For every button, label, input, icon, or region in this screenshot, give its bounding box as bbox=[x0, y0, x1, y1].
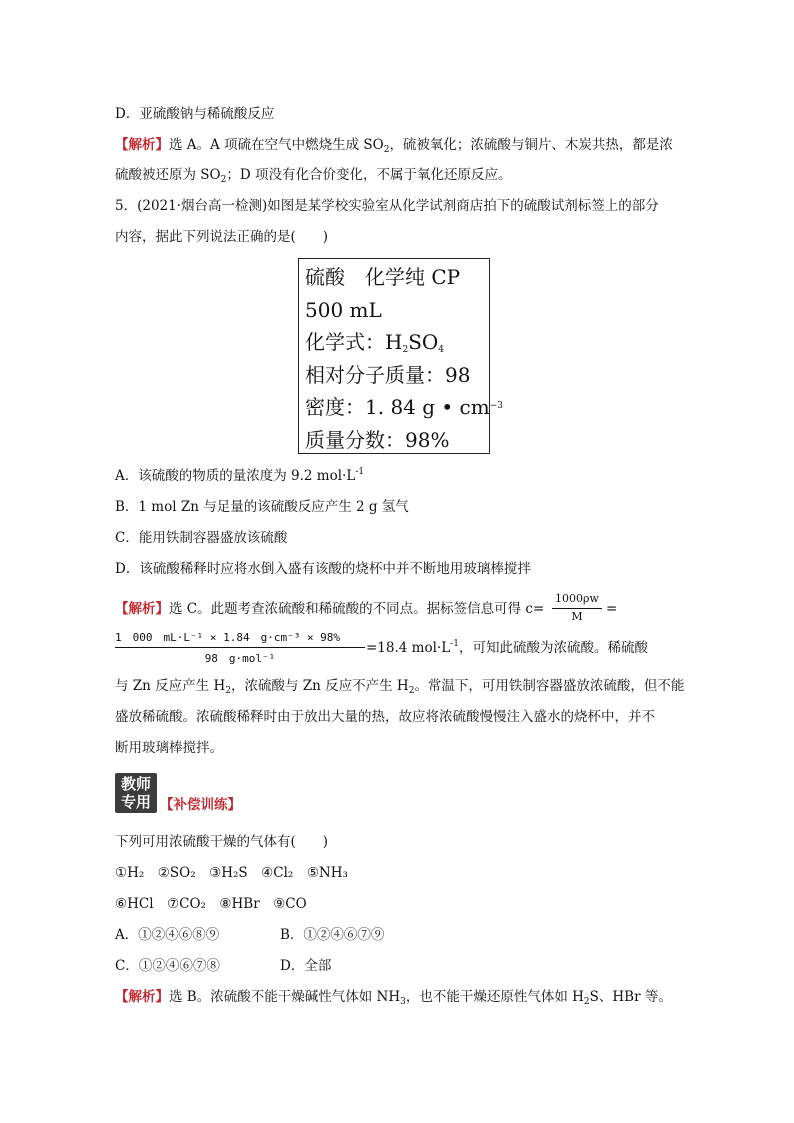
q4-option-d: D．亚硫酸钠与稀硫酸反应 bbox=[115, 106, 275, 122]
fraction-2-denominator: 98 g·mol⁻¹ bbox=[204, 652, 276, 665]
label-line-volume: 500 mL bbox=[305, 297, 382, 322]
q5-option-b: B．1 mol Zn 与足量的该硫酸反应产生 2 g 氢气 bbox=[115, 499, 409, 515]
teacher-only-badge: 教师 专用 bbox=[115, 773, 157, 813]
q5-analysis-line-3: 与 Zn 反应产生 $H_2$，浓硫酸与 Zn 反应不产生 $H_2$。常温下，可用铁制容器盛放浓硫酸，但不能 bbox=[115, 678, 685, 696]
q5-analysis-line-1: 【解析】选 C。此题考查浓硫酸和稀硫酸的不同点。据标签信息可得 c= bbox=[115, 601, 545, 617]
equals-sign: = bbox=[606, 601, 618, 617]
extra-option-c: C．①②④⑥⑦⑧ bbox=[115, 958, 220, 974]
label-line-molar-mass: 相对分子质量：98 bbox=[305, 362, 471, 387]
q5-analysis-line-5: 断用玻璃棒搅拌。 bbox=[115, 740, 223, 756]
extra-analysis: 【解析】选 B。浓硫酸不能干燥碱性气体如 $NH_3$，也不能干燥还原性气体如 $H_2S$、HBr 等。 bbox=[115, 989, 672, 1007]
q5-option-d: D．该硫酸稀释时应将水倒入盛有该酸的烧杯中并不断地用玻璃棒搅拌 bbox=[115, 561, 531, 577]
q5-analysis-line-2: =18.4 $mol\cdot L^{-1}$，可知此硫酸为浓硫酸。稀硫酸 bbox=[366, 639, 648, 656]
fraction-1-numerator: 1000ρw bbox=[555, 592, 599, 605]
fraction-2-bar bbox=[115, 647, 365, 648]
extra-option-b: B．①②④⑥⑦⑨ bbox=[280, 927, 385, 943]
extra-stem: 下列可用浓硫酸干燥的气体有( ) bbox=[115, 834, 329, 850]
extra-gases-line-2: ⑥HCl ⑦CO₂ ⑧HBr ⑨CO bbox=[115, 896, 307, 912]
q5-stem-line-1: 5．(2021·烟台高一检测)如图是某学校实验室从化学试剂商店拍下的硫酸试剂标签上的部分 bbox=[115, 198, 659, 214]
label-line-mass-fraction: 质量分数：98% bbox=[305, 427, 450, 452]
label-line-formula: 化学式：$H_2SO_4$ bbox=[305, 330, 445, 355]
q5-stem-line-2: 内容，据此下列说法正确的是( ) bbox=[115, 229, 329, 245]
extra-option-d: D．全部 bbox=[280, 958, 332, 974]
extra-gases-line-1: ①H₂ ②SO₂ ③H₂S ④Cl₂ ⑤NH₃ bbox=[115, 865, 348, 881]
fraction-1-bar bbox=[552, 608, 602, 609]
analysis-tag: 【解析】 bbox=[115, 989, 169, 1005]
extra-title: 【补偿训练】 bbox=[160, 797, 241, 813]
reagent-label bbox=[298, 258, 504, 454]
fraction-1-denominator: M bbox=[571, 610, 583, 623]
q4-analysis-line-2: 硫酸被还原为 $SO_2$；D 项没有化合价变化，不属于氧化还原反应。 bbox=[115, 167, 512, 185]
analysis-tag: 【解析】 bbox=[115, 137, 169, 153]
q4-analysis-line-1: 【解析】选 A。A 项硫在空气中燃烧生成 $SO_2$，硫被氧化；浓硫酸与铜片、木炭共热，都是浓 bbox=[115, 137, 673, 155]
fraction-2-numerator: 1 000 mL·L⁻¹ × 1.84 g·cm⁻³ × 98% bbox=[115, 631, 341, 644]
q5-option-a: A．该硫酸的物质的量浓度为 9.2 $mol\cdot L^{-1}$ bbox=[115, 467, 365, 484]
q5-analysis-line-4: 盛放稀硫酸。浓硫酸稀释时由于放出大量的热，故应将浓硫酸慢慢注入盛水的烧杯中，并不 bbox=[115, 709, 655, 725]
extra-option-a: A．①②④⑥⑧⑨ bbox=[115, 927, 220, 943]
q5-option-c: C．能用铁制容器盛放该硫酸 bbox=[115, 530, 288, 546]
analysis-tag: 【解析】 bbox=[115, 601, 169, 617]
label-line-name: 硫酸 化学纯 CP bbox=[305, 265, 461, 289]
label-line-density: 密度：1. 84 g • $cm^{-3}$ bbox=[305, 395, 504, 419]
